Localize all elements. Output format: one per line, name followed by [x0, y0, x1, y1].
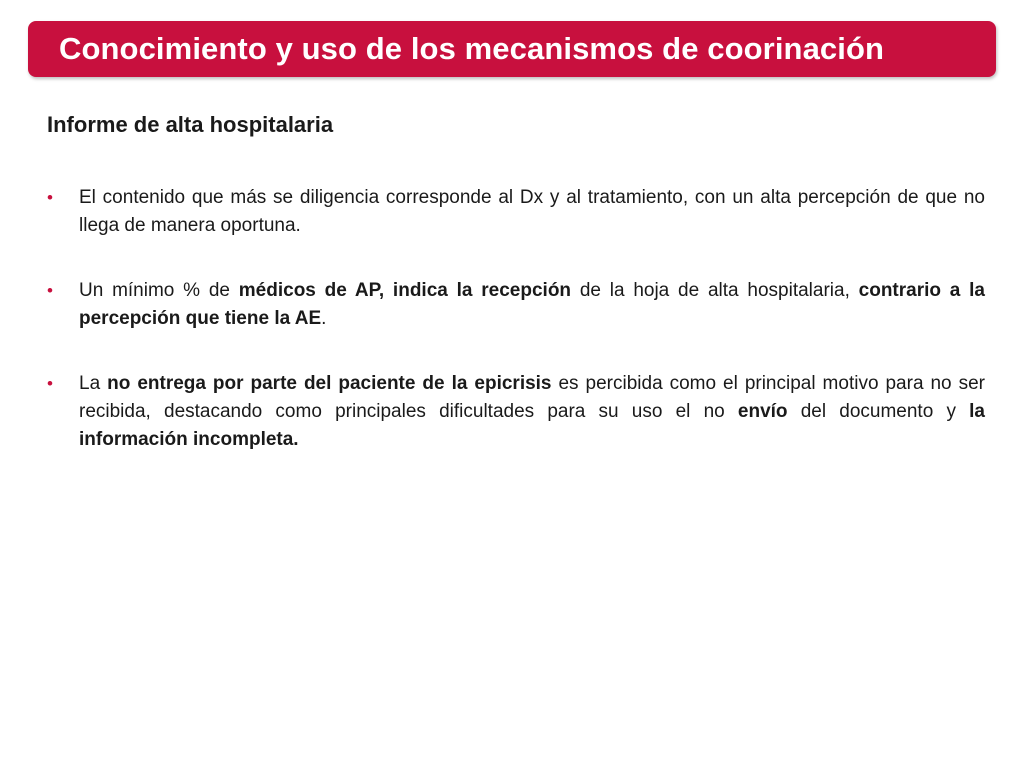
bullet-list: [47, 184, 985, 491]
bullet-emphasis: contrario a la percepción que tiene la AE: [79, 280, 985, 329]
bullet-emphasis: envío: [737, 401, 788, 422]
bullet-emphasis: la información incompleta.: [79, 401, 985, 450]
bullet-marker: •: [47, 188, 53, 207]
bullet-item-2: [47, 277, 985, 333]
section-heading: Informe de alta hospitalaria: [47, 112, 334, 137]
bullet-text: La: [79, 373, 108, 394]
bullet-emphasis: médicos de AP, indica la recepción: [238, 280, 572, 301]
bullet-item-3: [47, 370, 985, 454]
bullet-text: del documento y: [787, 401, 970, 422]
bullet-text: es percibida como el principal motivo para no ser recibida, destacando como principales dificultades para su uso el no: [79, 373, 985, 422]
bullet-emphasis: no entrega por parte del paciente de la epicrisis: [107, 373, 552, 394]
slide-title: Conocimiento y uso de los mecanismos de coorinación: [59, 31, 885, 66]
bullet-text: El contenido que más se diligencia corresponde al Dx y al tratamiento, con un alta percepción de que no llega de manera oportuna.: [79, 187, 985, 236]
bullet-text: .: [321, 308, 327, 329]
bullet-text: Un mínimo % de: [79, 280, 239, 301]
bullet-text: de la hoja de alta hospitalaria,: [571, 280, 859, 301]
bullet-marker: •: [47, 281, 53, 300]
bullet-item-1: [47, 184, 985, 240]
title-banner: [28, 21, 996, 77]
bullet-marker: •: [47, 374, 53, 393]
